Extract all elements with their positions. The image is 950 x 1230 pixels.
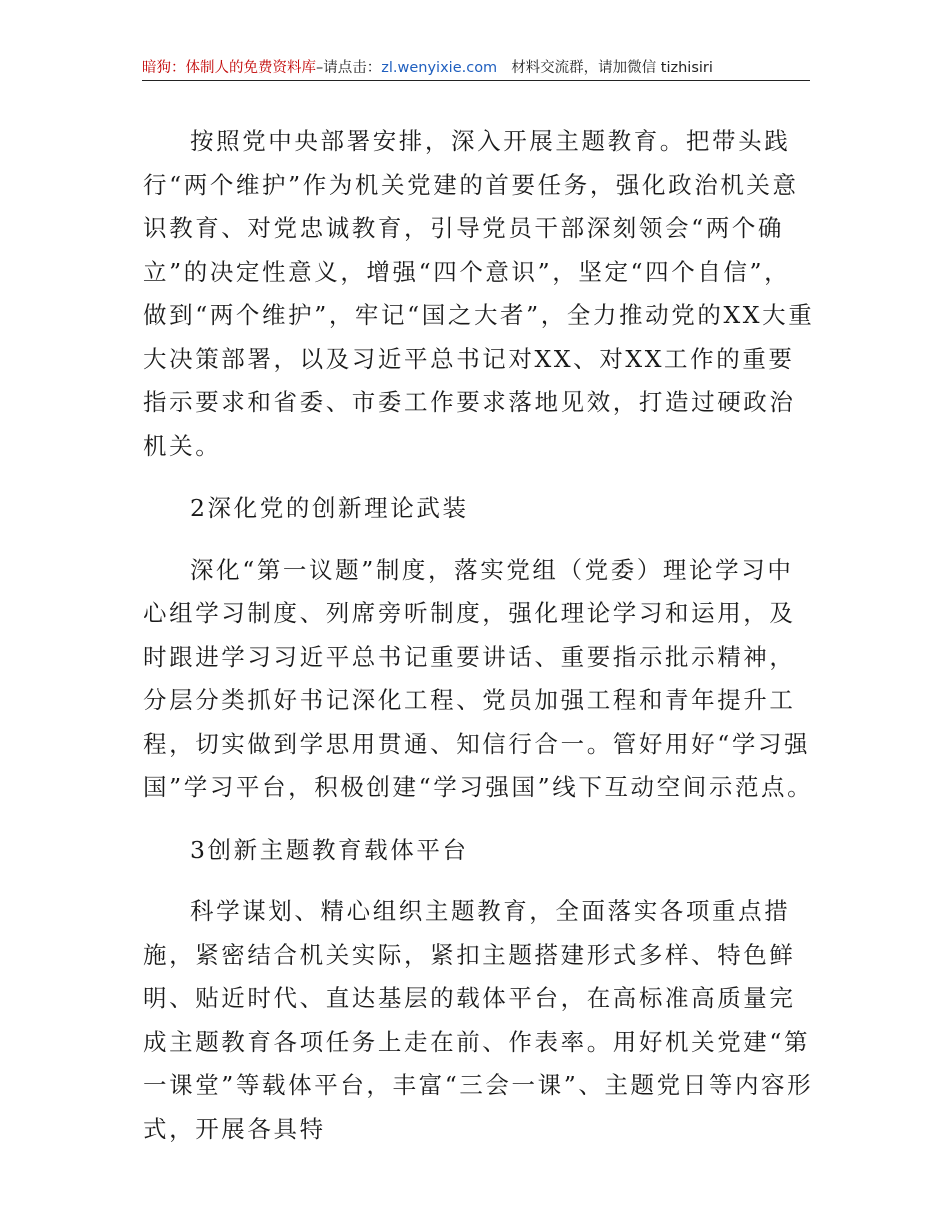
paragraph-1: 按照党中央部署安排，深入开展主题教育。把带头践行“两个维护”作为机关党建的首要任务，强化政治机关意识教育、对党忠诚教育，引导党员干部深刻领会“两个确立”的决定性意义，增强“四个意识”，坚定“四个自信”，做到“两个维护”，牢记“国之大者”，全力推动党的XX大重大决策部署，以及习近平总书记对XX、对XX工作的重要指示要求和省委、市委工作要求落地见效，打造过硬政治机关。	[143, 127, 815, 460]
document-body	[143, 120, 815, 1151]
section-heading-3: 3创新主题教育载体平台	[190, 835, 469, 864]
paragraph-3: 科学谋划、精心组织主题教育，全面落实各项重点措施，紧密结合机关实际，紧扣主题搭建形式多样、特色鲜明、贴近时代、直达基层的载体平台，在高标准高质量完成主题教育各项任务上走在前、作表率。用好机关党建“第一课堂”等载体平台，丰富“三会一课”、主题党日等内容形式，开展各具特	[143, 897, 814, 1143]
header-link-prefix: –请点击：	[316, 60, 382, 76]
paragraph-2: 深化“第一议题”制度，落实党组（党委）理论学习中心组学习制度、列席旁听制度，强化理论学习和运用，及时跟进学习习近平总书记重要讲话、重要指示批示精神，分层分类抓好书记深化工程、党员加强工程和青年提升工程，切实做到学思用贯通、知信行合一。管好用好“学习强国”学习平台，积极创建“学习强国”线下互动空间示范点。	[143, 555, 814, 801]
header-contact: 材料交流群，请加微信 tizhisiri	[511, 60, 713, 76]
header-website-link[interactable]: zl.wenyixie.com	[381, 60, 498, 76]
header-brand: 暗狗：体制人的免费资料库	[142, 60, 316, 76]
section-heading-2: 2深化党的创新理论武装	[190, 494, 469, 522]
page-header	[142, 58, 810, 81]
